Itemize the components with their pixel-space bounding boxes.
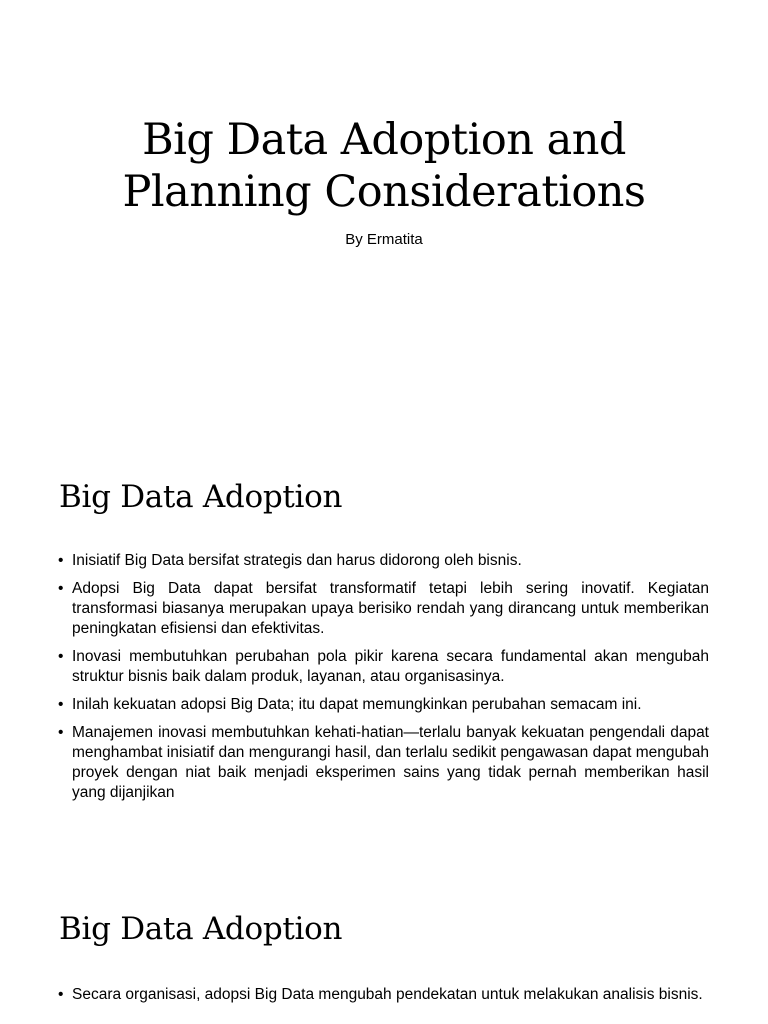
slide-title	[0, 114, 768, 218]
bullet-item: • Manajemen inovasi membutuhkan kehati-hatian—terlalu banyak kekuatan pengendali dapat menghambat inisiatif dan mengurangi hasil, dan terlalu sedikit pengawasan dapat mengubah proyek dengan niat baik menjadi eksperimen sains yang tidak pernah memberikan hasil yang dijanjikan	[58, 723, 709, 803]
author-byline: By Ermatita	[345, 231, 423, 248]
section-heading-2: Big Data Adoption	[59, 911, 343, 947]
slide-title-line-2: Planning Considerations	[122, 167, 646, 217]
bullet-list-2	[58, 985, 709, 1013]
bullet-item: • Adopsi Big Data dapat bersifat transformatif tetapi lebih sering inovatif. Kegiatan transformasi biasanya merupakan upaya berisiko rendah yang dirancang untuk memberikan peningkatan efisiensi dan efektivitas.	[58, 579, 709, 639]
bullet-item: • Inovasi membutuhkan perubahan pola pikir karena secara fundamental akan mengubah struktur bisnis baik dalam produk, layanan, atau organisasinya.	[58, 647, 709, 687]
bullet-item: • Inilah kekuatan adopsi Big Data; itu dapat memungkinkan perubahan semacam ini.	[58, 695, 709, 715]
section-heading-1: Big Data Adoption	[59, 479, 343, 515]
bullet-item: • Inisiatif Big Data bersifat strategis dan harus didorong oleh bisnis.	[58, 551, 709, 571]
slide-title-line-1: Big Data Adoption and	[142, 115, 626, 165]
bullet-item: • Secara organisasi, adopsi Big Data mengubah pendekatan untuk melakukan analisis bisnis.	[58, 985, 709, 1005]
bullet-list-1	[58, 551, 709, 811]
